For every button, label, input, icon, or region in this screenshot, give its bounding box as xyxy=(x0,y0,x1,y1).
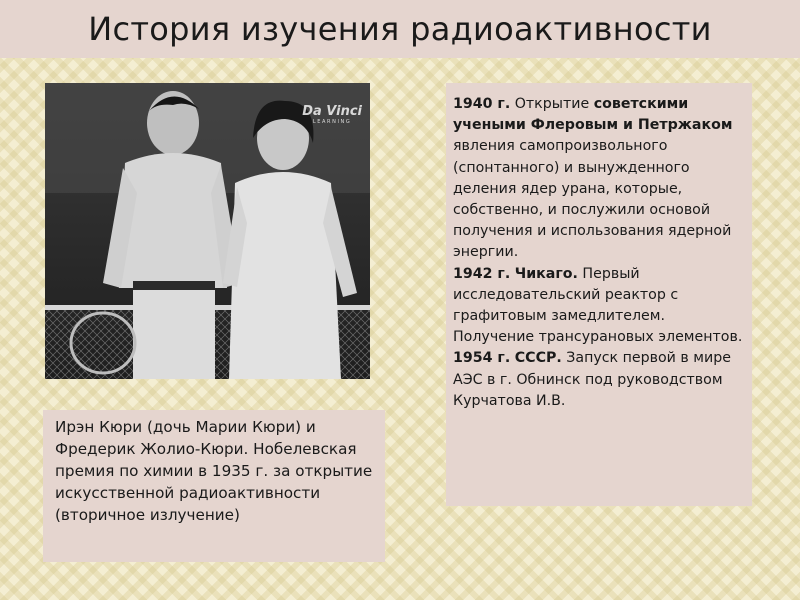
watermark-sub: LEARNING xyxy=(312,119,352,125)
event-item xyxy=(453,348,746,412)
event-item xyxy=(453,94,746,264)
historical-photo xyxy=(45,83,370,379)
event-bold-text: советскими учеными Флеровым и Петржаком xyxy=(453,96,733,134)
event-text: Первый исследовательский реактор с графитовым замедлителем. Получение трансурановых элементов. xyxy=(453,265,743,346)
event-item xyxy=(453,264,746,349)
event-year: 1940 г. xyxy=(453,96,511,112)
title-bar xyxy=(0,0,800,58)
caption-text: Ирэн Кюри (дочь Марии Кюри) и Фредерик Жолио-Кюри. Нобелевская премия по химии в 1935 г. за открытие искусственной радиоактивности (вторичное излучение) xyxy=(55,418,373,525)
event-bold-text: СССР. xyxy=(514,350,562,367)
photo-caption xyxy=(43,410,385,562)
watermark-main: Da Vinci xyxy=(302,104,362,119)
event-text: Открытие xyxy=(510,96,594,112)
photo-illustration xyxy=(45,83,370,379)
events-panel xyxy=(446,83,752,506)
event-year: 1954 г. xyxy=(453,350,511,367)
photo-watermark xyxy=(302,105,362,125)
event-text: явления самопроизвольного (спонтанного) и вынужденного деления ядер урана, которые, собственно, и послужили основой получения и использования ядерной энергии. xyxy=(453,138,732,261)
slide-title: История изучения радиоактивности xyxy=(88,10,712,48)
event-year: 1942 г. xyxy=(453,265,511,282)
event-text: Запуск первой в мире АЭС в г. Обнинск под руководством Курчатова И.В. xyxy=(453,350,731,409)
event-bold-text: Чикаго. xyxy=(514,265,578,282)
